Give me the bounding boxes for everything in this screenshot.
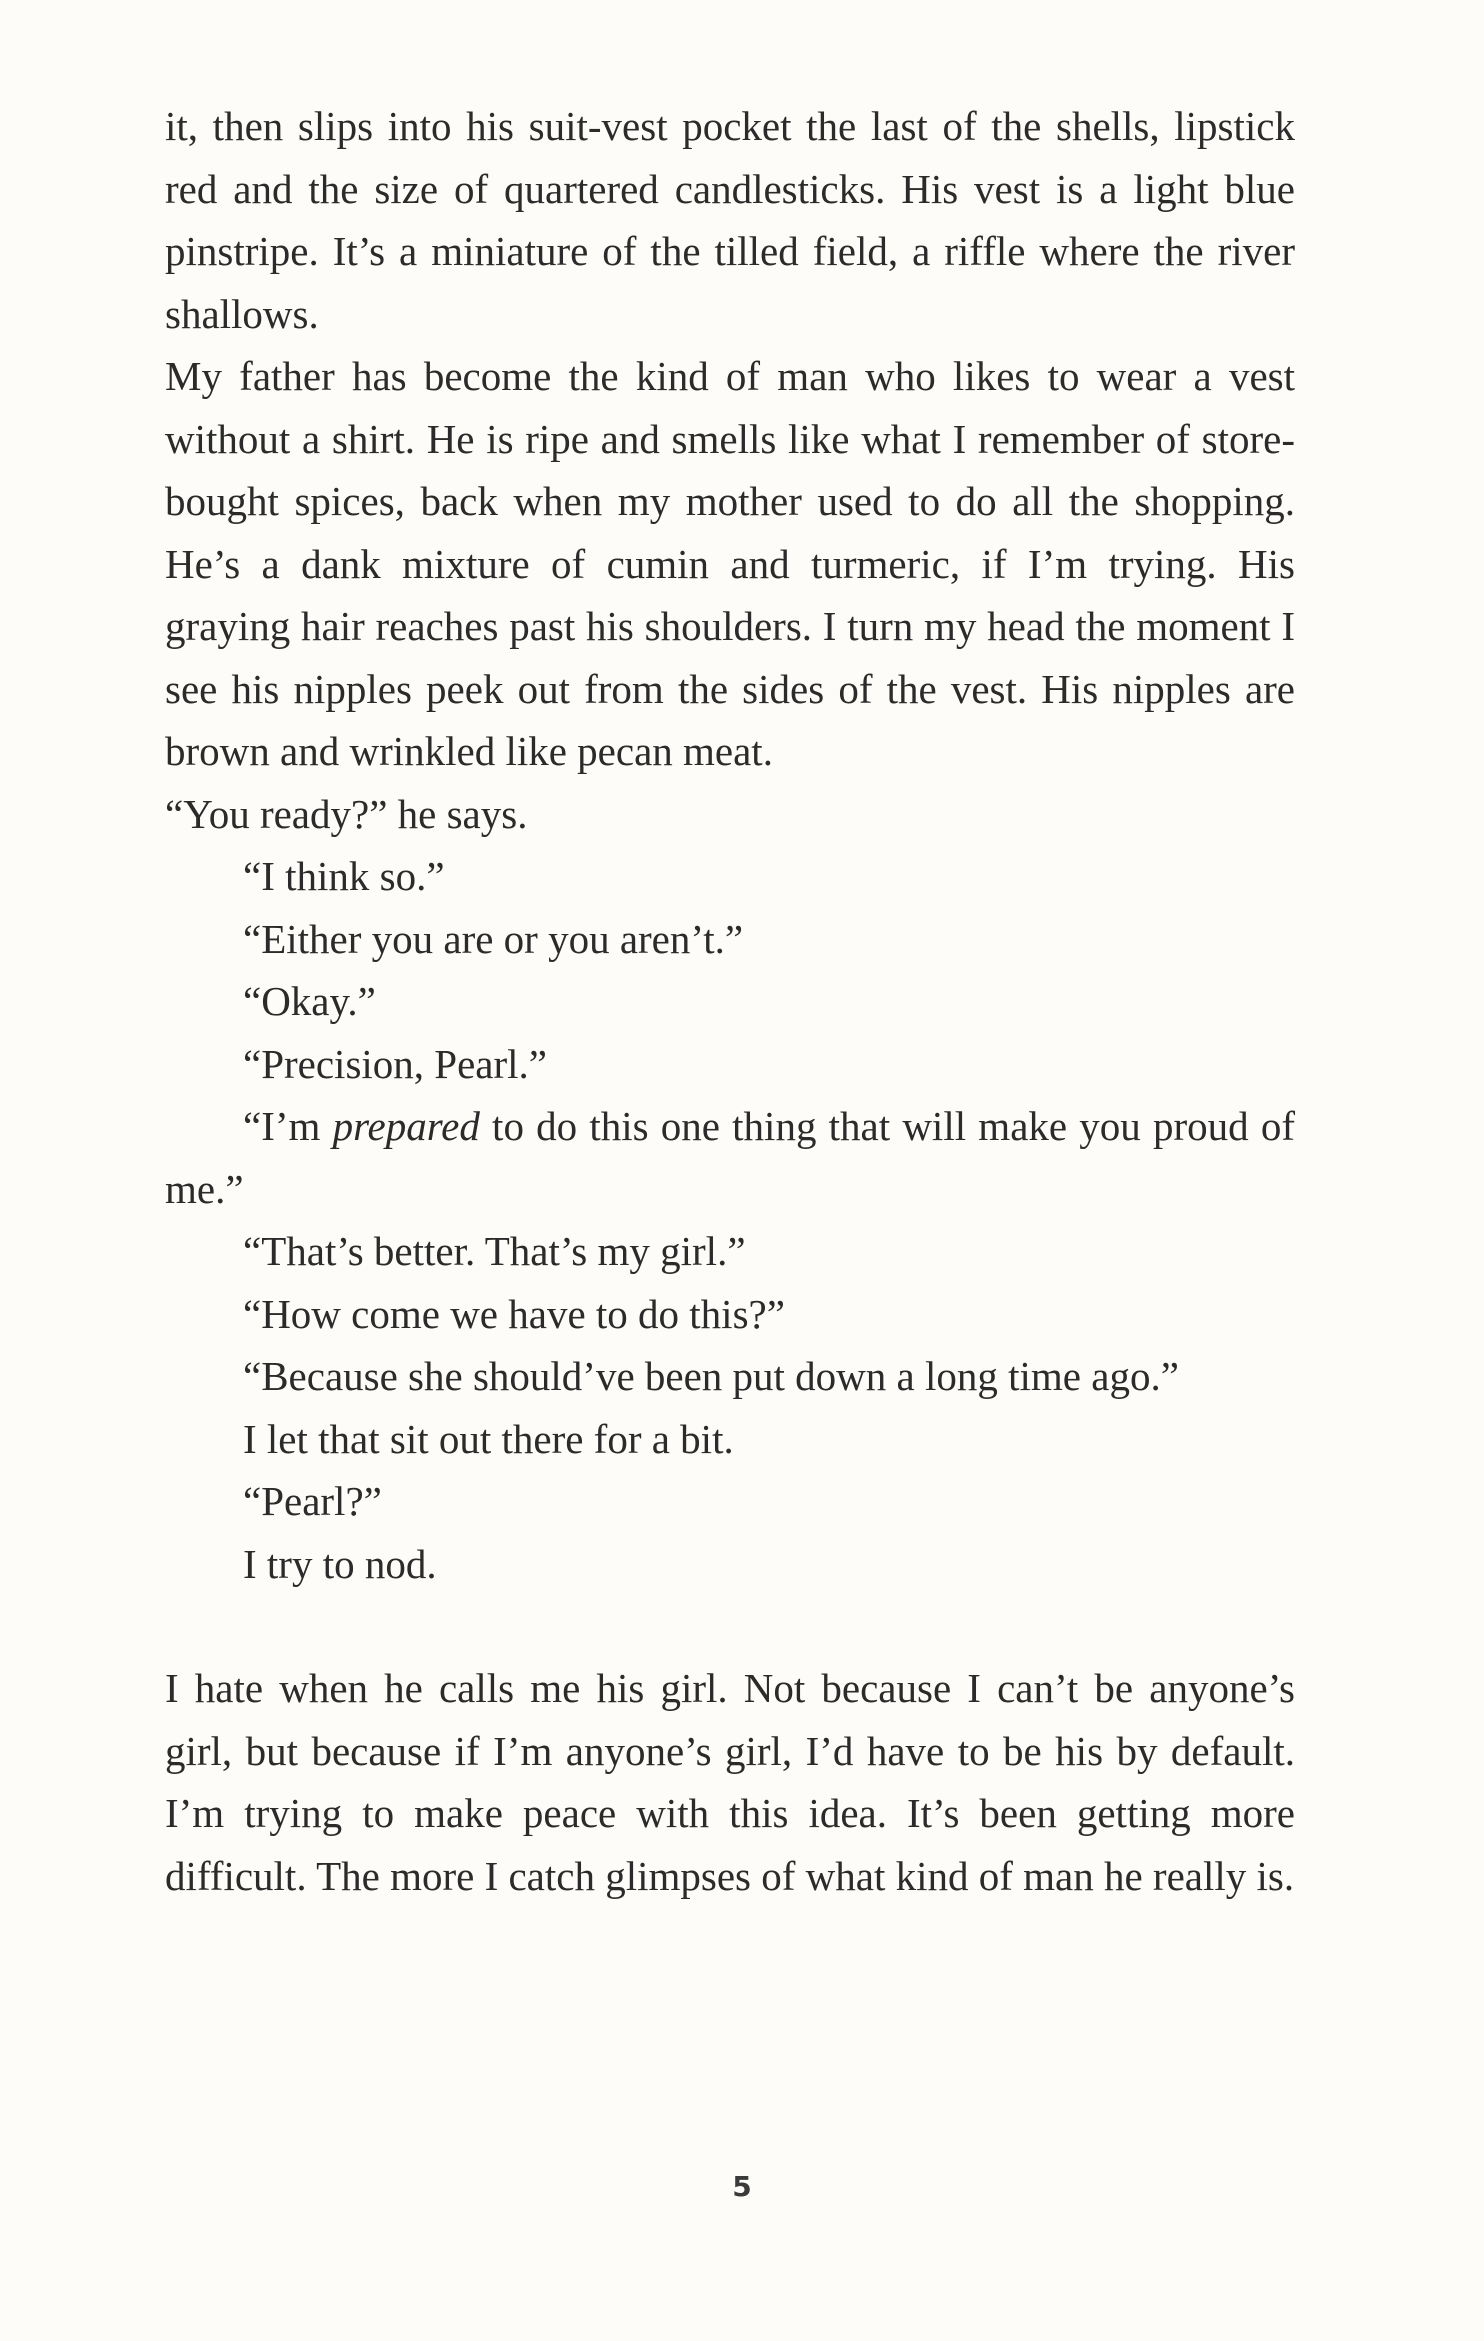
emphasis-text: prepared [332, 1103, 480, 1149]
page-number: 5 [732, 2170, 752, 2203]
dialog-line: “You ready?” he says. [165, 790, 528, 837]
dialog-line: I let that sit out there for a bit. [243, 1415, 734, 1462]
paragraph-father: My father has become the kind of man who likes to wear a vest without a shirt. He is ripe and smells like what I remember of store-bought spices, back when my mother used to do all the shopping. He’s a dank mixture of cumin and turmeric, if I’m trying. His graying hair reaches past his shoulders. I turn my head the moment I see his nipples peek out from the sides of the vest. His nipples are brown and wrinkled like pecan meat. [165, 353, 1295, 774]
dialog-section [165, 783, 1295, 1596]
paragraph-opening: it, then slips into his suit-vest pocket the last of the shells, lipstick red and the size of quartered candlesticks. His vest is a light blue pinstripe. It’s a miniature of the tilled field, a riffle where the river shallows. [165, 103, 1295, 337]
dialog-line: “I think so.” [243, 853, 445, 899]
dialog-line: “Because she should’ve been put down a long time ago.” [243, 1353, 1179, 1399]
dialog-line-prepared [165, 1095, 1295, 1220]
dialog-line: “Pearl?” [243, 1478, 382, 1524]
dialog-line: “Either you are or you aren’t.” [243, 915, 744, 962]
dialog-text: to do this one thing that will make you proud of me.” [165, 1103, 1295, 1212]
dialog-line: “How come we have to do this?” [243, 1290, 785, 1337]
dialog-text: “I’m [243, 1103, 333, 1149]
page-body [165, 95, 1295, 1907]
paragraph-closing: I hate when he calls me his girl. Not because I can’t be anyone’s girl, but because if I’m anyone’s girl, I’d have to be his by default. I’m trying to make peace with this idea. It’s been getting more difficult. The more I catch glimpses of what kind of man he really is. [165, 1665, 1295, 1899]
dialog-line: I try to nod. [243, 1540, 437, 1587]
dialog-line: “Precision, Pearl.” [243, 1040, 547, 1087]
dialog-line: “That’s better. That’s my girl.” [243, 1228, 746, 1274]
dialog-line: “Okay.” [243, 978, 376, 1024]
